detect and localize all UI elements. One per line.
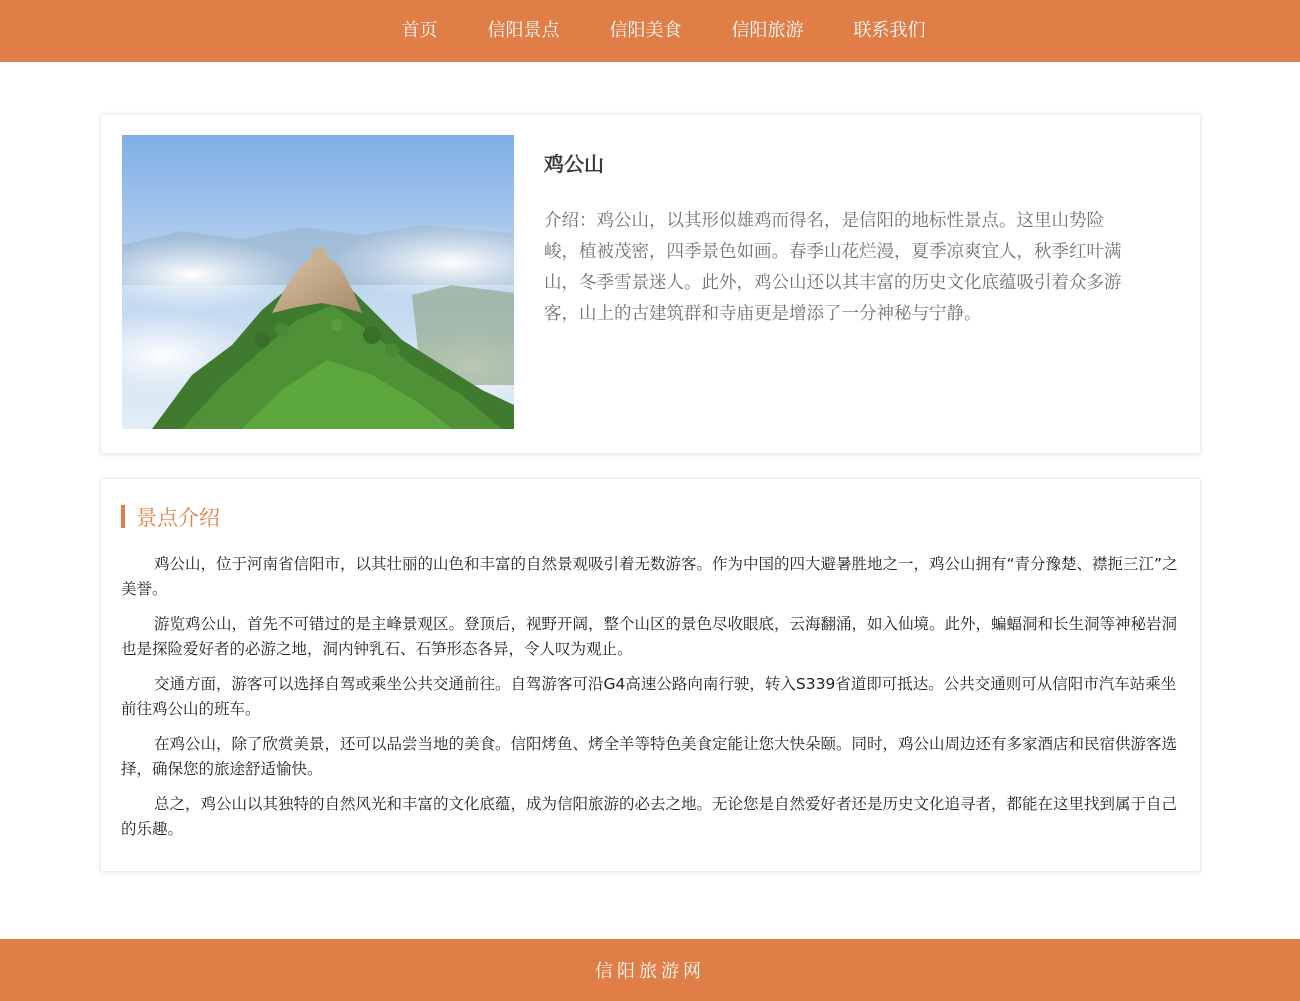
- intro-card: [100, 478, 1201, 872]
- nav-item-food[interactable]: 信阳美食: [609, 20, 682, 41]
- intro-paragraph: 总之，鸡公山以其独特的自然风光和丰富的文化底蕴，成为信阳旅游的必去之地。无论您是自然爱好者还是历史文化追寻者，都能在这里找到属于自己的乐趣。: [121, 795, 1178, 838]
- intro-paragraph: 游览鸡公山，首先不可错过的是主峰景观区。登顶后，视野开阔，整个山区的景色尽收眼底，云海翻涌，如入仙境。此外，蝙蝠洞和长生洞等神秘岩洞也是探险爱好者的必游之地，洞内钟乳石、石笋形态各异，令人叹为观止。: [121, 615, 1178, 658]
- spot-title: 鸡公山: [544, 152, 604, 176]
- intro-paragraph: 交通方面，游客可以选择自驾或乘坐公共交通前往。自驾游客可沿G4高速公路向南行驶，转入S339省道即可抵达。公共交通则可从信阳市汽车站乘坐前往鸡公山的班车。: [121, 675, 1177, 718]
- intro-paragraph: 鸡公山，位于河南省信阳市，以其壮丽的山色和丰富的自然景观吸引着无数游客。作为中国的四大避暑胜地之一，鸡公山拥有“青分豫楚、襟扼三江”之美誉。: [121, 555, 1178, 598]
- nav-menu: [377, 0, 951, 62]
- nav-item-attractions[interactable]: 信阳景点: [487, 20, 560, 41]
- section-title: 景点介绍: [136, 505, 220, 530]
- mountain-photo: [122, 135, 514, 429]
- footer: [0, 939, 1300, 1001]
- nav-item-contact[interactable]: 联系我们: [853, 20, 926, 41]
- spot-summary-card: [100, 113, 1201, 454]
- intro-paragraphs: [121, 552, 1181, 852]
- nav-item-home[interactable]: 首页: [401, 20, 438, 41]
- section-accent-bar: [121, 505, 125, 528]
- footer-text: 信阳旅游网: [595, 961, 705, 982]
- spot-description: 介绍：鸡公山，以其形似雄鸡而得名，是信阳的地标性景点。这里山势险峻，植被茂密，四季景色如画。春季山花烂漫，夏季凉爽宜人，秋季红叶满山，冬季雪景迷人。此外，鸡公山还以其丰富的历史文化底蕴吸引着众多游客，山上的古建筑群和寺庙更是增添了一分神秘与宁静。: [544, 211, 1122, 324]
- intro-paragraph: 在鸡公山，除了欣赏美景，还可以品尝当地的美食。信阳烤鱼、烤全羊等特色美食定能让您大快朵颐。同时，鸡公山周边还有多家酒店和民宿供游客选择，确保您的旅途舒适愉快。: [121, 735, 1178, 778]
- nav-item-travel[interactable]: 信阳旅游: [731, 20, 804, 41]
- top-navbar: [0, 0, 1300, 62]
- section-header: [121, 505, 220, 528]
